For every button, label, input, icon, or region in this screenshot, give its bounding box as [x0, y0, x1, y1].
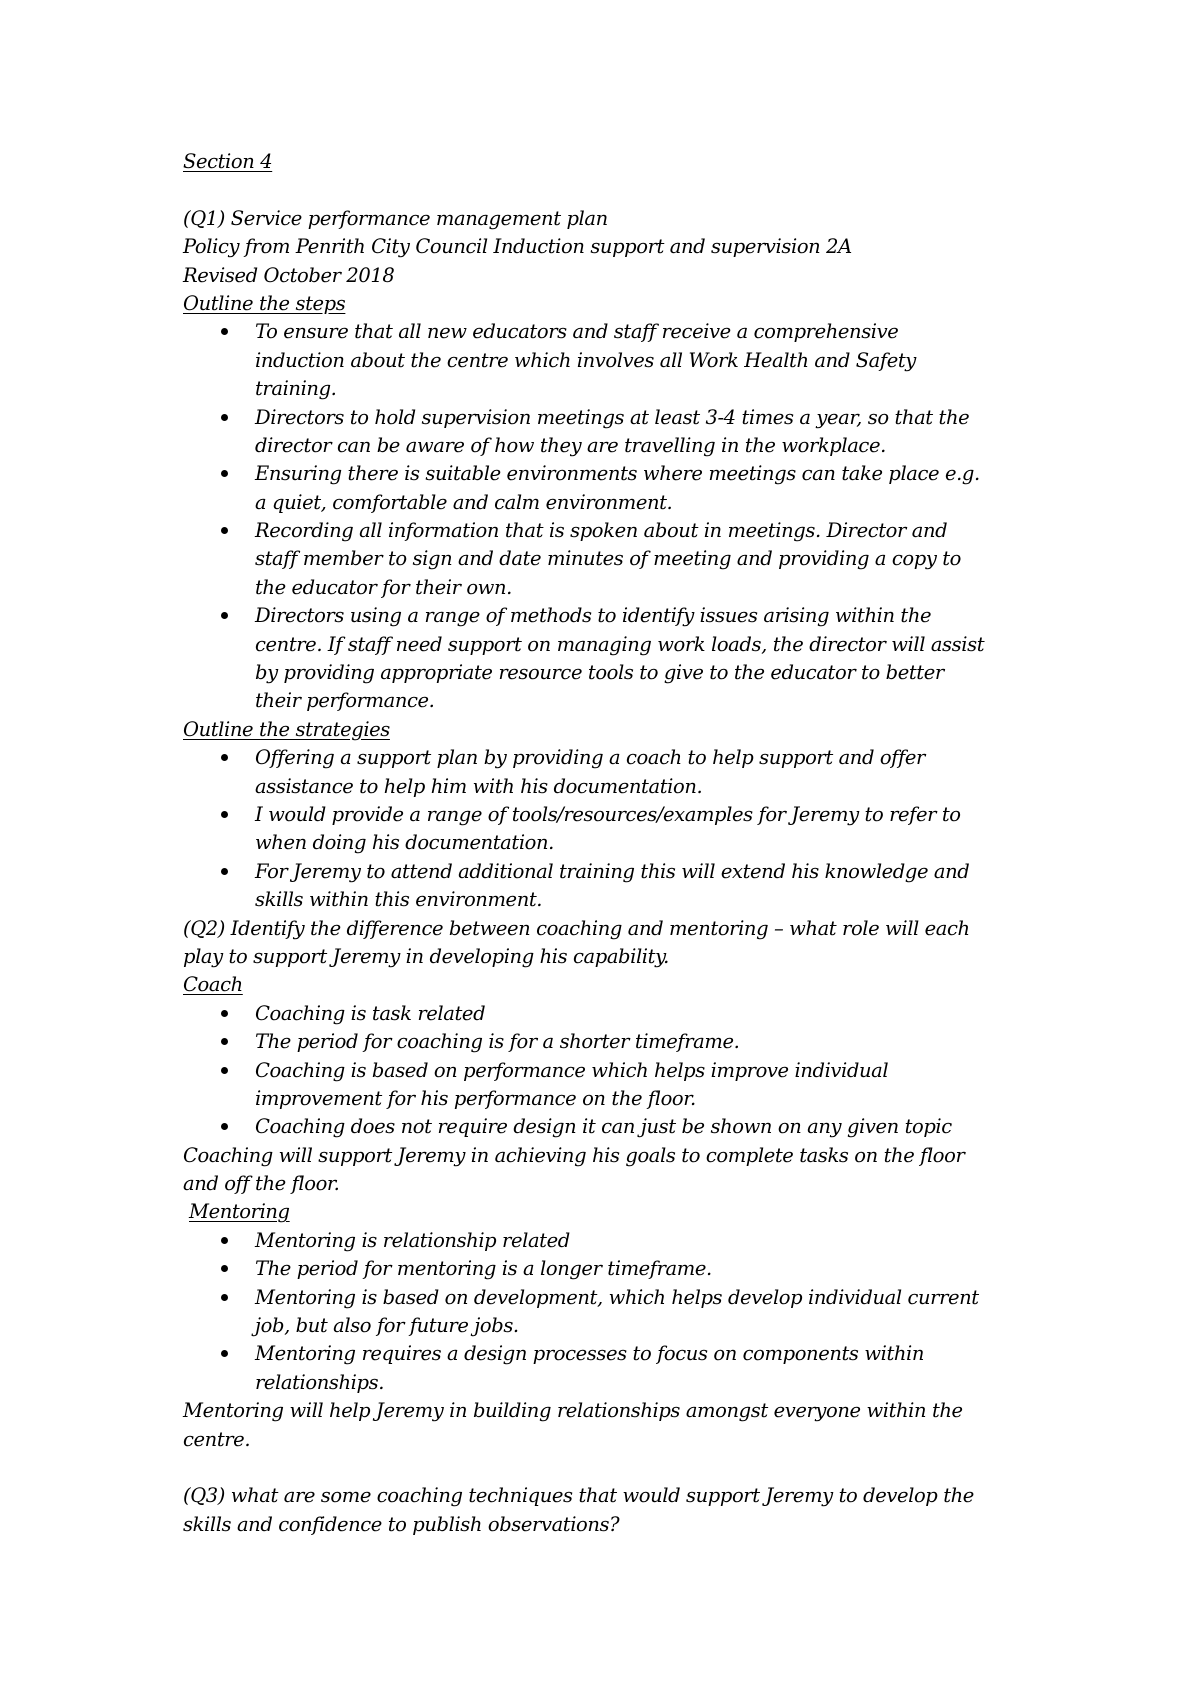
list-item-text: the educator for their own. [255, 575, 512, 599]
list-item-text: Directors using a range of methods to identify issues arising within the [255, 604, 932, 628]
q2-question [183, 915, 1083, 972]
list-item [183, 404, 1083, 461]
revised-line: Revised October 2018 [183, 263, 395, 287]
list-item-text: Coaching is based on performance which helps improve individual [255, 1058, 889, 1082]
list-item-text: when doing his documentation. [255, 831, 554, 855]
list-item [183, 602, 1083, 716]
list-item-text: Coaching does not require design it can just be shown on any given topic [255, 1115, 952, 1139]
paragraph-line: centre. [183, 1427, 251, 1451]
bullet-icon [221, 1265, 228, 1272]
list-item-text: director can be aware of how they are travelling in the workplace. [255, 433, 886, 457]
bullet-icon [221, 1038, 228, 1045]
list-item-text: skills within this environment. [255, 888, 543, 912]
list-item-text: assistance to help him with his documentation. [255, 774, 703, 798]
list-item-text: job, but also for future jobs. [255, 1314, 519, 1338]
list-item-text: training. [255, 377, 337, 401]
bullet-icon [221, 470, 228, 477]
bullet-icon [221, 1067, 228, 1074]
policy-line: Policy from Penrith City Council Induction support and supervision 2A [183, 235, 852, 259]
list-item [183, 1057, 1083, 1114]
list-item [183, 318, 1083, 403]
list-item [183, 1000, 1083, 1028]
list-item [183, 744, 1083, 801]
bullet-icon [221, 328, 228, 335]
bullet-icon [221, 527, 228, 534]
list-item-text: I would provide a range of tools/resources/examples for Jeremy to refer to [255, 802, 961, 826]
paragraph-line: Coaching will support Jeremy in achieving his goals to complete tasks on the floor [183, 1143, 965, 1167]
steps-heading: Outline the steps [183, 291, 346, 315]
list-item [183, 1340, 1083, 1397]
list-item-text: Directors to hold supervision meetings at least 3-4 times a year, so that the [255, 405, 970, 429]
list-item-text: centre. If staff need support on managing work loads, the director will assist [255, 632, 985, 656]
bullet-icon [221, 1123, 228, 1130]
bullet-icon [221, 414, 228, 421]
steps-list [183, 318, 1083, 715]
list-item [183, 460, 1083, 517]
bullet-icon [221, 612, 228, 619]
bullet-icon [221, 1350, 228, 1357]
coach-heading: Coach [183, 973, 243, 997]
bullet-icon [221, 811, 228, 818]
list-item [183, 858, 1083, 915]
list-item-text: Coaching is task related [255, 1001, 486, 1025]
paragraph-line: and off the floor. [183, 1172, 340, 1196]
list-item-text: Mentoring requires a design processes to focus on components within [255, 1342, 925, 1366]
list-item-text: improvement for his performance on the floor. [255, 1086, 696, 1110]
section-title: Section 4 [183, 150, 273, 173]
list-item-text: Mentoring is based on development, which helps develop individual current [255, 1285, 979, 1309]
mentoring-summary [183, 1397, 1083, 1454]
list-item-text: Recording all information that is spoken about in meetings. Director and [255, 519, 948, 543]
blank-line [183, 1454, 1083, 1482]
bullet-icon [221, 868, 228, 875]
paragraph-line: play to support Jeremy in developing his capability. [183, 944, 669, 968]
list-item [183, 1113, 1083, 1141]
list-item [183, 517, 1083, 602]
list-item-text: induction about the centre which involves all Work Health and Safety [255, 348, 916, 372]
list-item [183, 1028, 1083, 1056]
list-item-text: a quiet, comfortable and calm environment. [255, 490, 673, 514]
paragraph-line: skills and confidence to publish observations? [183, 1512, 620, 1536]
list-item-text: The period for mentoring is a longer timeframe. [255, 1257, 712, 1281]
list-item [183, 1284, 1083, 1341]
document-body [183, 148, 1083, 1539]
bullet-icon [221, 1294, 228, 1301]
coach-summary [183, 1142, 1083, 1199]
list-item-text: Offering a support plan by providing a coach to help support and offer [255, 746, 925, 770]
list-item-text: Ensuring there is suitable environments where meetings can take place e.g. [255, 462, 980, 486]
list-item-text: For Jeremy to attend additional training this will extend his knowledge and [255, 859, 970, 883]
q1-title: (Q1) Service performance management plan [183, 206, 608, 230]
paragraph-line: (Q2) Identify the difference between coaching and mentoring – what role will each [183, 916, 970, 940]
q3-question [183, 1482, 1083, 1539]
coach-list [183, 1000, 1083, 1142]
list-item [183, 801, 1083, 858]
list-item-text: relationships. [255, 1370, 384, 1394]
list-item-text: their performance. [255, 689, 435, 713]
paragraph-line: (Q3) what are some coaching techniques that would support Jeremy to develop the [183, 1484, 974, 1508]
bullet-icon [221, 1237, 228, 1244]
strategies-heading: Outline the strategies [183, 717, 390, 741]
paragraph-line: Mentoring will help Jeremy in building relationships amongst everyone within the [183, 1399, 963, 1423]
list-item-text: Mentoring is relationship related [255, 1228, 570, 1252]
bullet-icon [221, 754, 228, 761]
mentoring-list [183, 1227, 1083, 1397]
mentoring-heading: Mentoring [189, 1200, 290, 1224]
list-item [183, 1227, 1083, 1255]
strategies-list [183, 744, 1083, 914]
list-item-text: by providing appropriate resource tools to give to the educator to better [255, 661, 944, 685]
list-item-text: staff member to sign and date minutes of meeting and providing a copy to [255, 547, 962, 571]
list-item-text: The period for coaching is for a shorter timeframe. [255, 1030, 740, 1054]
list-item-text: To ensure that all new educators and staff receive a comprehensive [255, 320, 899, 344]
bullet-icon [221, 1010, 228, 1017]
list-item [183, 1255, 1083, 1283]
